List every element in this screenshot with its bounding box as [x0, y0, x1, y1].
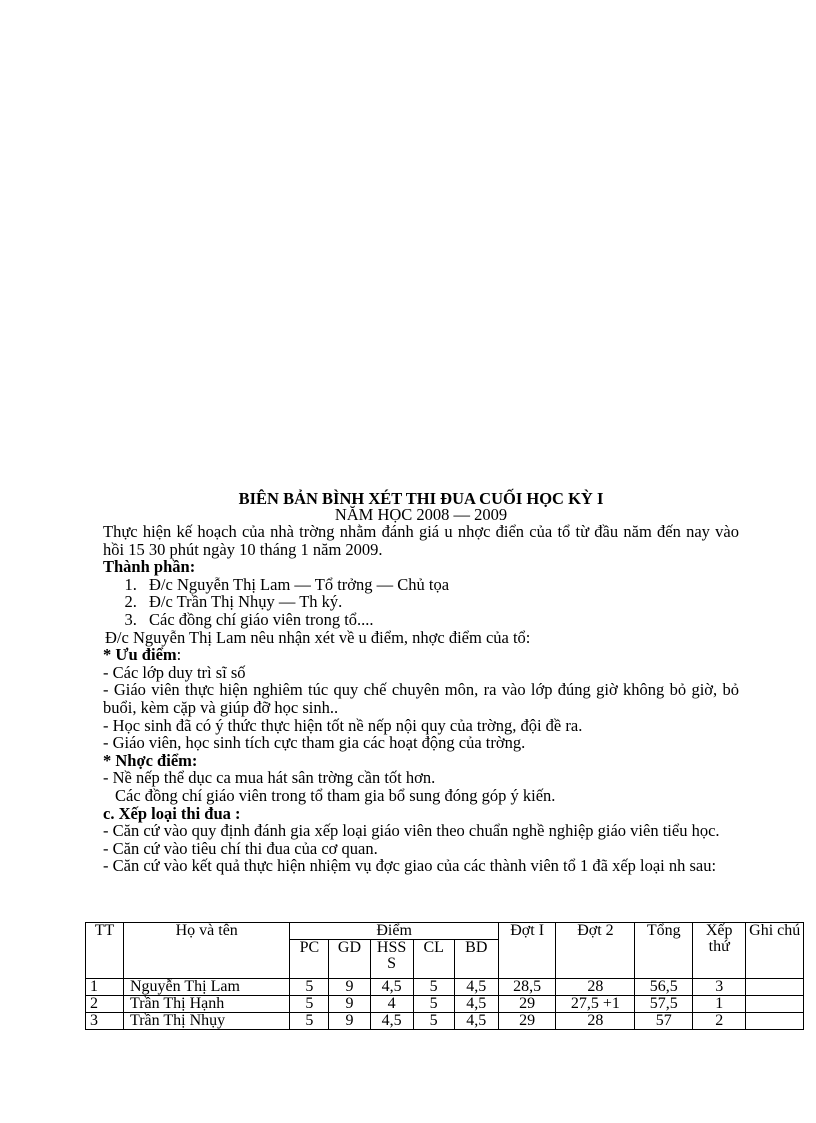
cell-name: Trần Thị Nhụy [124, 1013, 290, 1030]
cell-pc: 5 [290, 996, 329, 1013]
member-item: 3. Các đồng chí giáo viên trong tổ.... [141, 611, 739, 629]
document-body [103, 490, 739, 875]
cell-dot2: 28 [556, 979, 635, 996]
cell-dot2: 28 [556, 1013, 635, 1030]
strength-item: - Giáo viên thực hiện nghiêm túc quy chế chuyên môn, ra vào lớp đúng giờ không bỏ giờ, bỏ buổi, kèm cặp và giúp đỡ học sinh.. [103, 680, 739, 717]
weakness-heading: * Nhợc điểm: [103, 750, 198, 770]
ranking-item: - Căn cứ vào tiêu chí thi đua của cơ quan. [103, 838, 378, 858]
strengths-colon: : [176, 645, 182, 665]
cell-bd: 4,5 [454, 979, 498, 996]
header-dot2: Đợt 2 [556, 923, 635, 979]
header-tt: TT [86, 923, 124, 979]
cell-hss: 4,5 [370, 979, 413, 996]
cell-dot1: 29 [498, 996, 556, 1013]
cell-bd: 4,5 [454, 1013, 498, 1030]
cell-hss: 4,5 [370, 1013, 413, 1030]
cell-pc: 5 [290, 1013, 329, 1030]
cell-bd: 4,5 [454, 996, 498, 1013]
ranking-heading: c. Xếp loại thi đua : [103, 803, 241, 823]
header-note: Ghi chú [746, 923, 804, 979]
header-name: Họ và tên [124, 923, 290, 979]
ranking-item: - Căn cứ vào quy định đánh gia xếp loại giáo viên theo chuẩn nghề nghiệp giáo viên tiểu học. [103, 821, 720, 841]
members-heading: Thành phần: [103, 557, 196, 577]
header-score: Điểm [290, 923, 498, 940]
cell-cl: 5 [413, 979, 454, 996]
member-item: 1. Đ/c Nguyễn Thị Lam — Tổ trởng — Chủ tọa [141, 576, 739, 594]
cell-gd: 9 [329, 1013, 370, 1030]
cell-name: Nguyễn Thị Lam [124, 979, 290, 996]
document-subtitle: NĂM HỌC 2008 — 2009 [334, 505, 508, 524]
member-item: 2. Đ/c Trần Thị Nhụy — Th ký. [141, 593, 739, 611]
cell-tt: 3 [86, 1013, 124, 1030]
strength-item: - Các lớp duy trì sĩ số [103, 662, 246, 682]
strengths-heading-line [103, 646, 739, 664]
strengths-heading: * Ưu điểm [103, 645, 177, 665]
cell-hss: 4 [370, 996, 413, 1013]
header-dot1: Đợt I [498, 923, 556, 979]
strength-item: - Học sinh đã có ý thức thực hiện tốt nề nếp nội quy của trờng, đội đề ra. [103, 715, 583, 735]
remark-line: Đ/c Nguyễn Thị Lam nêu nhận xét về u điểm, nhợc điểm của tổ: [105, 627, 531, 647]
cell-tt: 1 [86, 979, 124, 996]
cell-rank: 3 [692, 979, 745, 996]
header-cl: CL [413, 940, 454, 979]
header-gd: GD [329, 940, 370, 979]
table-row [86, 979, 804, 996]
cell-cl: 5 [413, 996, 454, 1013]
cell-dot2: 27,5 +1 [556, 996, 635, 1013]
cell-dot1: 29 [498, 1013, 556, 1030]
members-list [103, 576, 739, 629]
discussion-line: Các đồng chí giáo viên trong tổ tham gia bổ sung đóng góp ý kiến. [115, 785, 556, 805]
grade-table [85, 922, 804, 1030]
header-hss: HSS S [370, 940, 413, 979]
cell-rank: 1 [692, 996, 745, 1013]
cell-total: 56,5 [635, 979, 693, 996]
cell-note [746, 1013, 804, 1030]
cell-total: 57 [635, 1013, 693, 1030]
intro-paragraph: Thực hiện kế hoạch của nhà trờng nhằm đánh giá u nhợc điển của tổ từ đầu năm đến nay vào hồi 15 30 phút ngày 10 tháng 1 năm 2009. [103, 522, 739, 559]
table-row [86, 1013, 804, 1030]
ranking-item: - Căn cứ vào kết quả thực hiện nhiệm vụ đợc giao của các thành viên tổ 1 đã xếp loại nh sau: [103, 856, 717, 876]
cell-rank: 2 [692, 1013, 745, 1030]
cell-cl: 5 [413, 1013, 454, 1030]
strength-item: - Giáo viên, học sinh tích cực tham gia các hoạt động của trờng. [103, 733, 526, 753]
cell-note [746, 979, 804, 996]
header-rank: Xếp thứ [692, 923, 745, 979]
cell-total: 57,5 [635, 996, 693, 1013]
cell-gd: 9 [329, 979, 370, 996]
document-title: BIÊN BẢN BÌNH XÉT THI ĐUA CUỐI HỌC KỲ I [238, 489, 604, 508]
cell-gd: 9 [329, 996, 370, 1013]
header-pc: PC [290, 940, 329, 979]
cell-tt: 2 [86, 996, 124, 1013]
cell-pc: 5 [290, 979, 329, 996]
cell-note [746, 996, 804, 1013]
table-row [86, 996, 804, 1013]
weakness-item: - Nề nếp thể dục ca mua hát sân trờng cần tốt hơn. [103, 768, 436, 788]
header-total: Tổng [635, 923, 693, 979]
cell-name: Trần Thị Hạnh [124, 996, 290, 1013]
header-bd: BD [454, 940, 498, 979]
cell-dot1: 28,5 [498, 979, 556, 996]
